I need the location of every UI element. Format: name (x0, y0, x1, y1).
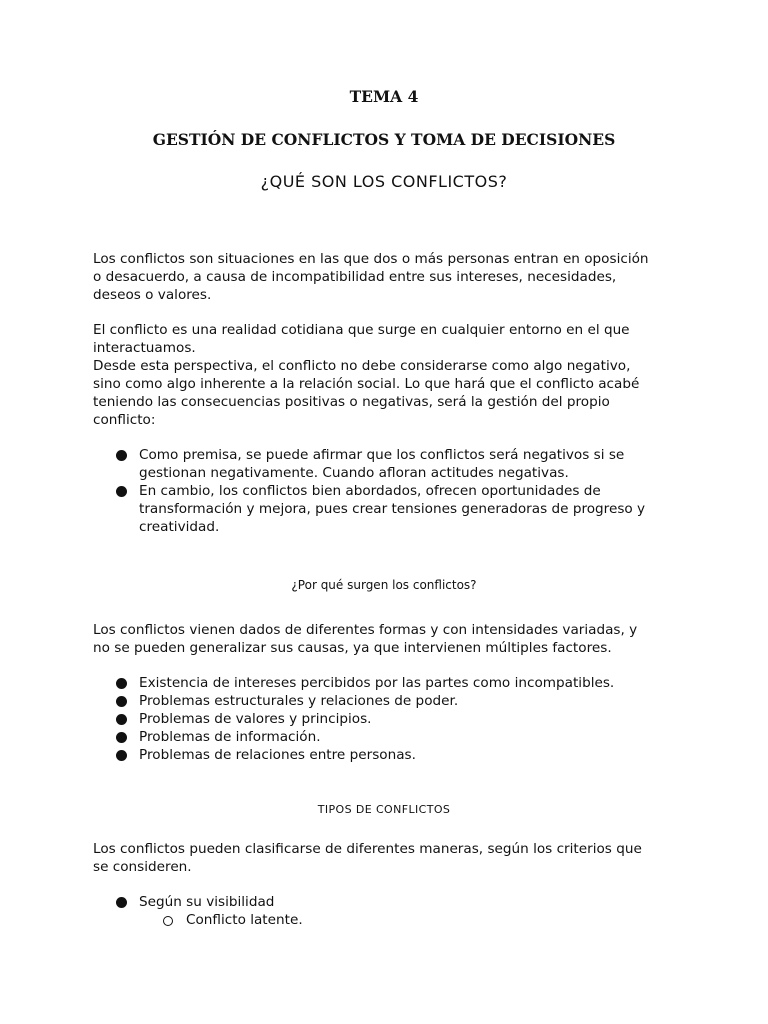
section1-paragraph (93, 321, 683, 429)
text-line: conflicto: (93, 412, 156, 428)
sub-list-item (93, 911, 683, 929)
text-line: sino como algo inherente a la relación social. Lo que hará que el conflicto acabé (93, 376, 640, 392)
text-line: Desde esta perspectiva, el conflicto no debe considerarse como algo negativo, (93, 358, 631, 374)
text-line: Problemas estructurales y relaciones de poder. (139, 693, 459, 709)
list-item (93, 893, 683, 911)
text-line: o desacuerdo, a causa de incompatibilidad entre sus intereses, necesidades, (93, 269, 617, 285)
bullet-icon (116, 486, 127, 497)
text-line: Los conflictos vienen dados de diferentes formas y con intensidades variadas, y (93, 622, 638, 638)
list-item (93, 674, 683, 692)
list-item (93, 710, 683, 728)
list-item (93, 746, 683, 764)
hollow-bullet-icon (163, 916, 173, 926)
text-line: Problemas de información. (139, 729, 321, 745)
list-item (93, 482, 683, 536)
section1-heading: ¿QUÉ SON LOS CONFLICTOS? (260, 172, 508, 191)
text-line: creatividad. (139, 519, 220, 535)
section2-bullet-list (93, 674, 683, 764)
section1-bullet-list (93, 446, 683, 536)
text-line: Los conflictos pueden clasificarse de diferentes maneras, según los criterios que (93, 841, 642, 857)
bullet-icon (116, 732, 127, 743)
text-line: Conflicto latente. (186, 912, 303, 928)
text-line: El conflicto es una realidad cotidiana que surge en cualquier entorno en el que (93, 322, 630, 338)
section2-intro (93, 621, 683, 657)
list-item (93, 692, 683, 710)
bullet-icon (116, 714, 127, 725)
section1-intro (93, 250, 683, 304)
text-line: gestionan negativamente. Cuando afloran actitudes negativas. (139, 465, 569, 481)
list-item (93, 728, 683, 746)
list-item (93, 446, 683, 482)
text-line: Como premisa, se puede afirmar que los conflictos será negativos si se (139, 447, 625, 463)
bullet-icon (116, 696, 127, 707)
text-line: interactuamos. (93, 340, 196, 356)
text-line: no se pueden generalizar sus causas, ya que intervienen múltiples factores. (93, 640, 612, 656)
bullet-icon (116, 897, 127, 908)
text-line: se consideren. (93, 859, 192, 875)
section3-intro (93, 840, 683, 876)
text-line: Problemas de valores y principios. (139, 711, 372, 727)
bullet-icon (116, 678, 127, 689)
tema-label: TEMA 4 (349, 87, 419, 106)
text-line: En cambio, los conflictos bien abordados, ofrecen oportunidades de (139, 483, 601, 499)
section2-heading: ¿Por qué surgen los conflictos? (291, 578, 477, 592)
main-title: GESTIÓN DE CONFLICTOS Y TOMA DE DECISIONES (152, 130, 616, 149)
text-line: Existencia de intereses percibidos por las partes como incompatibles. (139, 675, 615, 691)
section3-bullet-list (93, 893, 683, 929)
section3-heading: TIPOS DE CONFLICTOS (317, 803, 451, 816)
text-line: Los conflictos son situaciones en las que dos o más personas entran en oposición (93, 251, 649, 267)
text-line: Problemas de relaciones entre personas. (139, 747, 416, 763)
bullet-icon (116, 750, 127, 761)
text-line: transformación y mejora, pues crear tensiones generadoras de progreso y (139, 501, 646, 517)
bullet-icon (116, 450, 127, 461)
text-line: teniendo las consecuencias positivas o negativas, será la gestión del propio (93, 394, 610, 410)
text-line: deseos o valores. (93, 287, 212, 303)
text-line: Según su visibilidad (139, 894, 275, 910)
